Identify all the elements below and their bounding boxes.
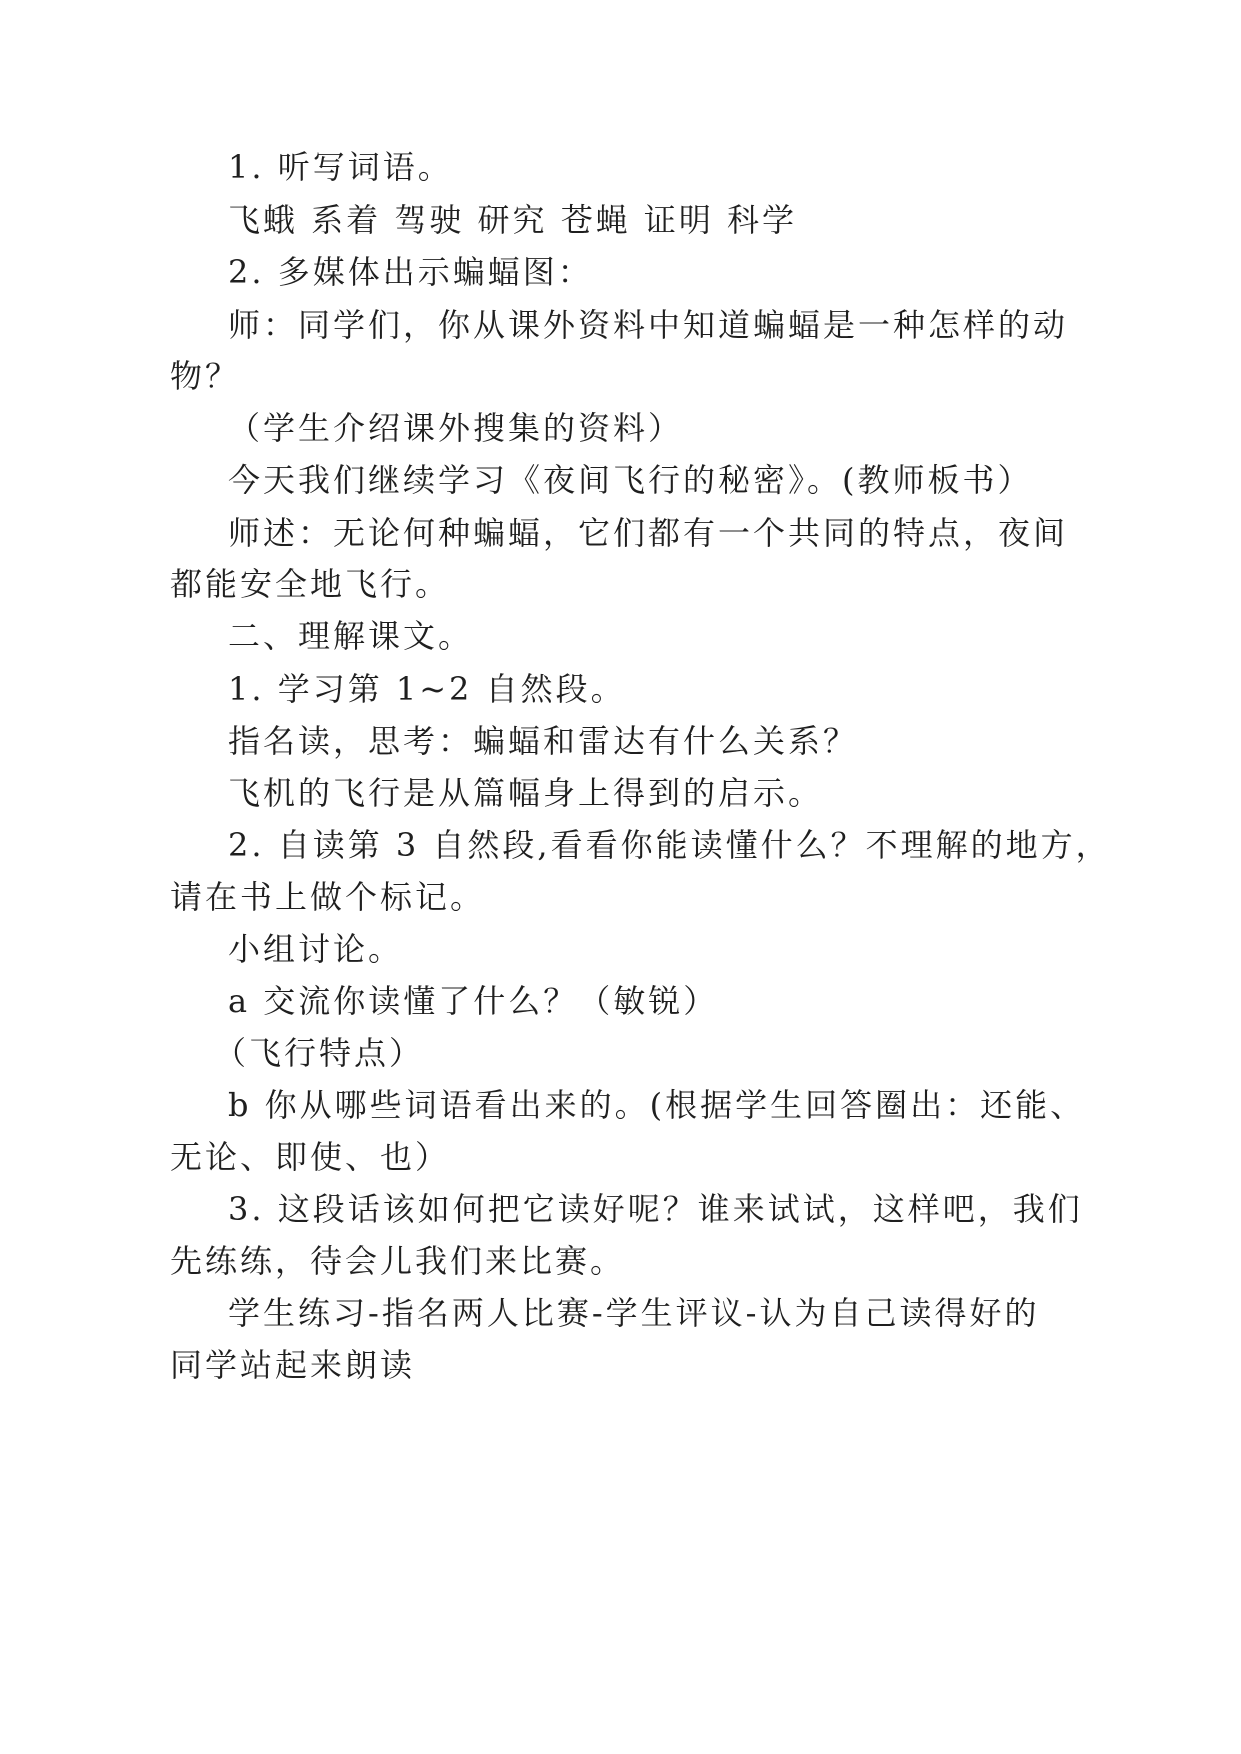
text-line: 飞蛾 系着 驾驶 研究 苍蝇 证明 科学 [228, 201, 798, 239]
text-line: （学生介绍课外搜集的资料） [228, 409, 684, 447]
text-line: 指名读，思考：蝙蝠和雷达有什么关系？ [228, 722, 859, 760]
text-line: 飞机的飞行是从篇幅身上得到的启示。 [228, 774, 824, 812]
text-line: 小组讨论。 [228, 930, 404, 968]
text-line: 无论、即使、也） [170, 1138, 451, 1176]
text-line: 1. 学习第 1~2 自然段。 [228, 670, 626, 708]
text-line: 2. 多媒体出示蝙蝠图： [228, 253, 593, 291]
text-line: b 你从哪些词语看出来的。(根据学生回答圈出：还能、 [228, 1086, 1086, 1124]
text-line: 学生练习-指名两人比赛-学生评议-认为自己读得好的 [228, 1294, 1040, 1332]
text-line: 都能安全地飞行。 [170, 565, 451, 603]
text-line: 请在书上做个标记。 [170, 878, 486, 916]
text-line: 同学站起来朗读 [170, 1346, 416, 1384]
text-line: 先练练，待会儿我们来比赛。 [170, 1242, 626, 1280]
text-line: a 交流你读懂了什么？（敏锐） [228, 982, 719, 1020]
text-line: 2. 自读第 3 自然段,看看你能读懂什么？不理解的地方， [228, 826, 1111, 864]
text-line: 今天我们继续学习《夜间飞行的秘密》。(教师板书） [228, 461, 1033, 499]
text-line: 师：同学们，你从课外资料中知道蝙蝠是一种怎样的动 [228, 306, 1069, 344]
text-line: 师述：无论何种蝙蝠，它们都有一个共同的特点，夜间 [228, 514, 1069, 552]
text-line: 1. 听写词语。 [228, 148, 453, 186]
text-line: （飞行特点） [214, 1034, 425, 1072]
text-line: 二、理解课文。 [228, 617, 474, 655]
text-line: 物？ [170, 357, 241, 395]
text-line: 3. 这段话该如何把它读好呢？谁来试试，这样吧，我们 [228, 1190, 1083, 1228]
